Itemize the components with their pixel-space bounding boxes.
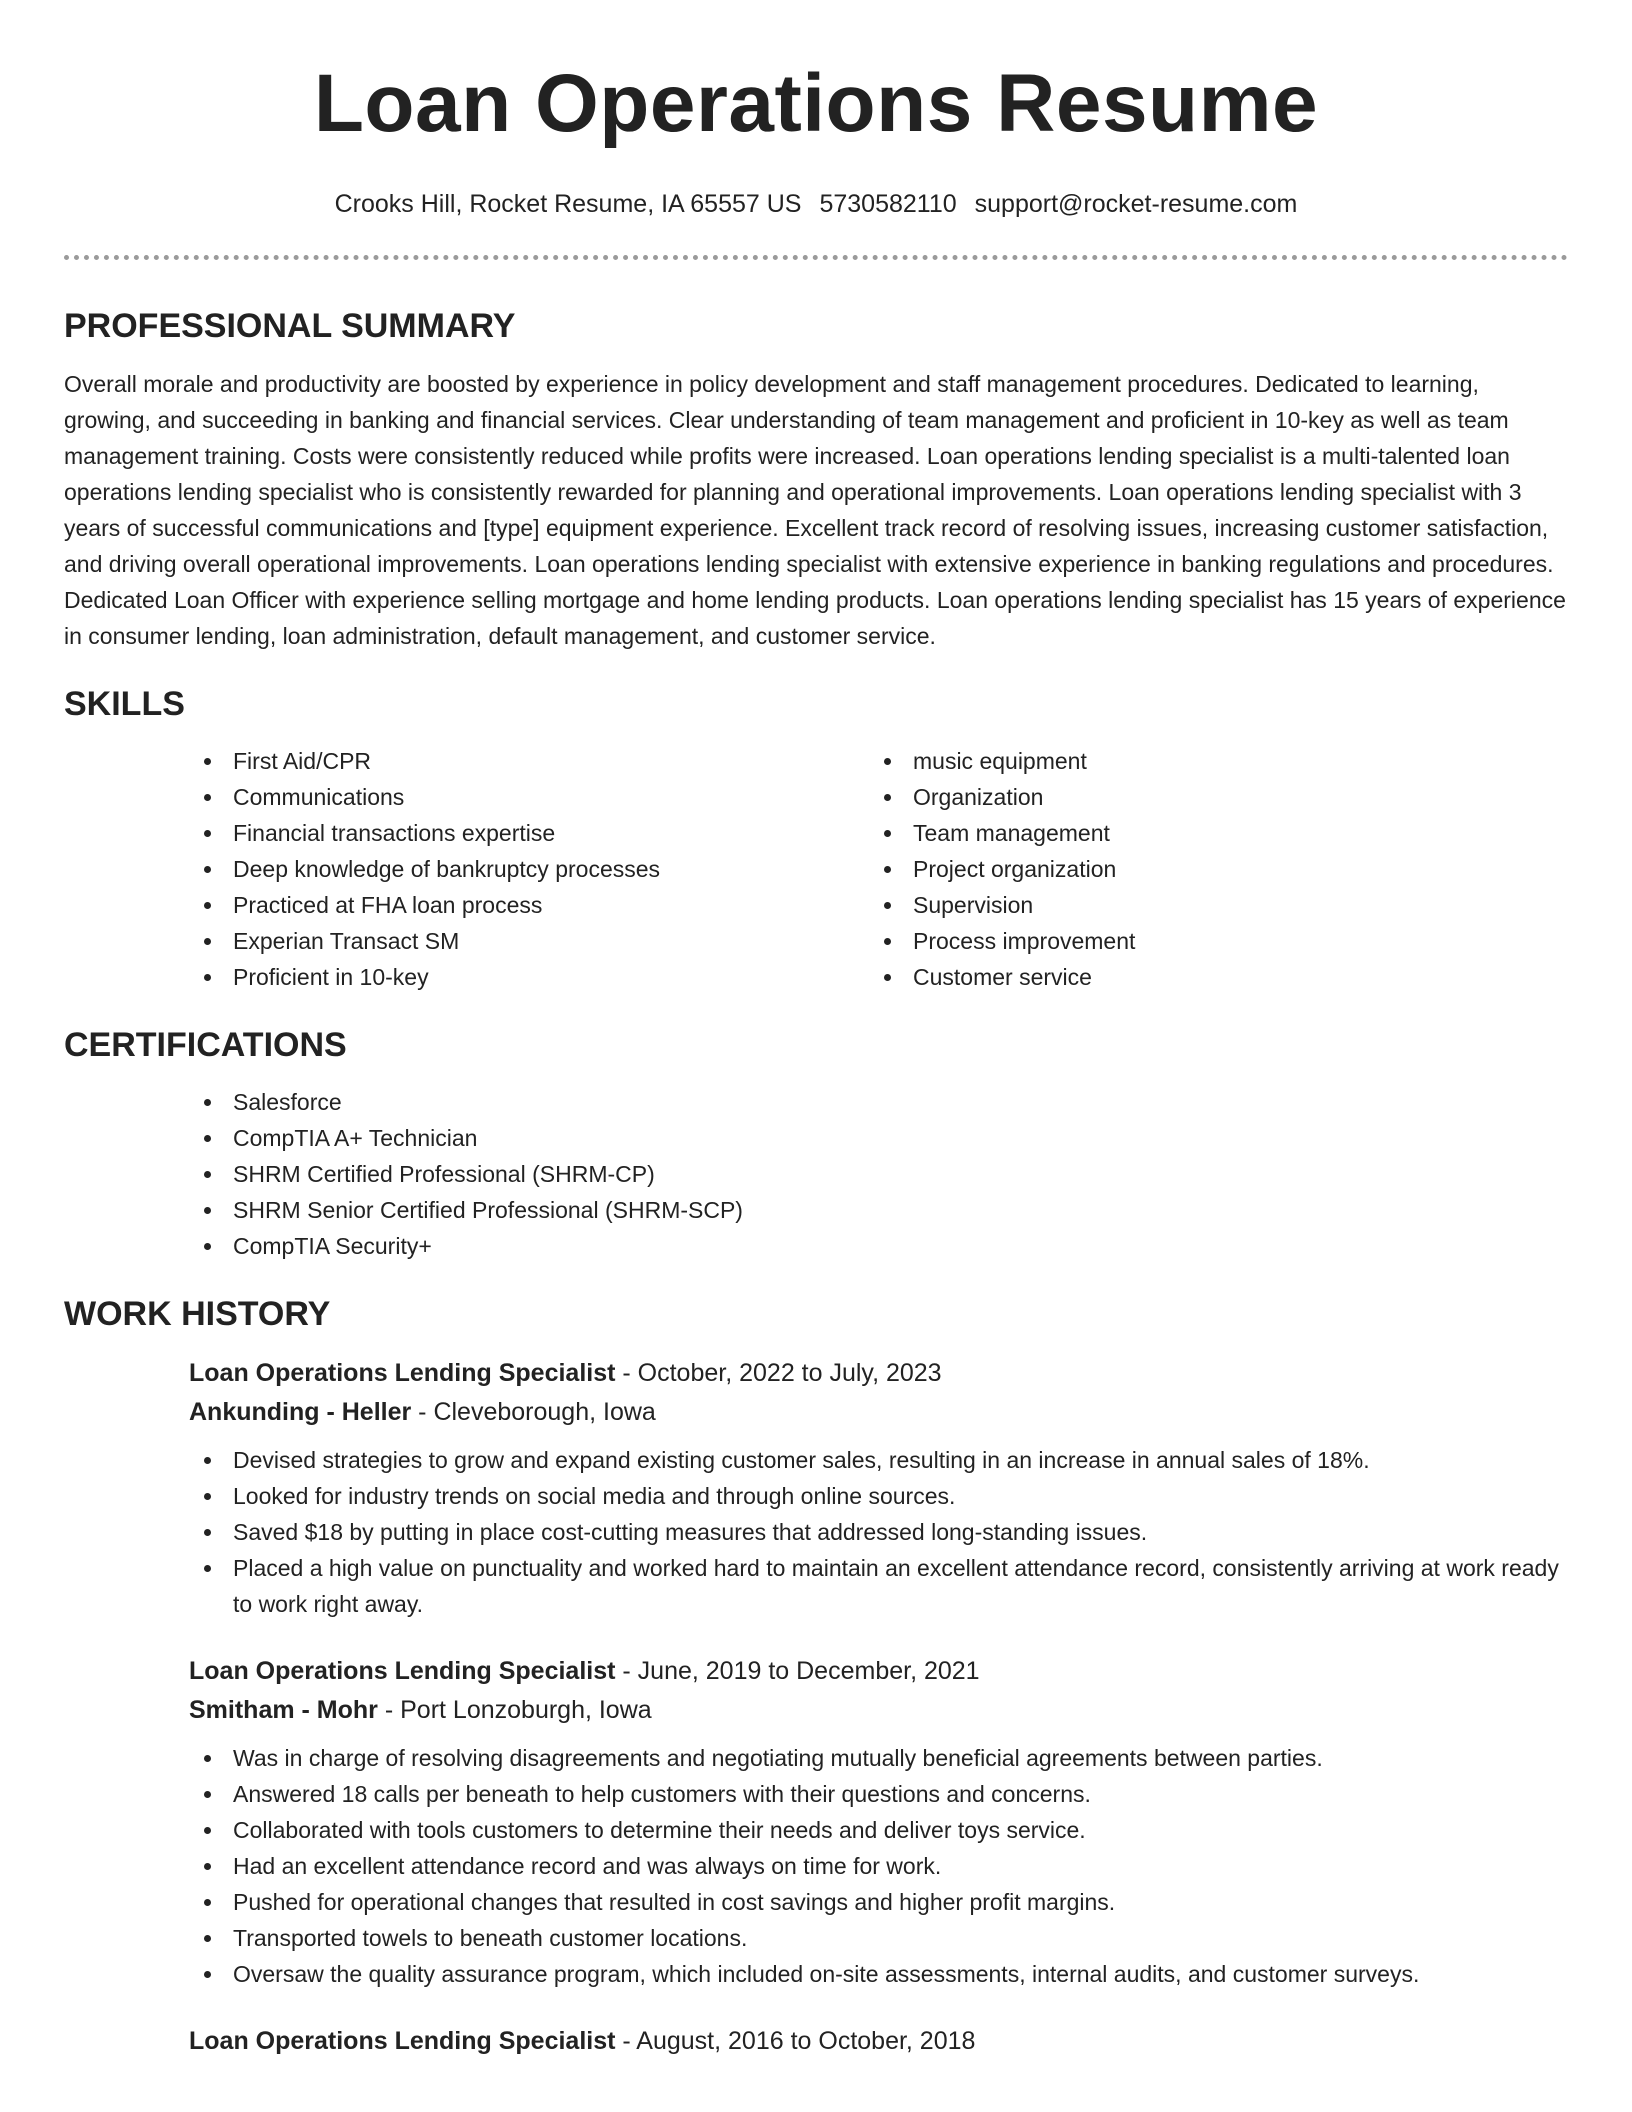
summary-heading: PROFESSIONAL SUMMARY <box>64 307 516 345</box>
job-dates: - June, 2019 to December, 2021 <box>615 1657 980 1685</box>
skills-list-left <box>189 743 869 995</box>
skill-item: Communications <box>189 779 869 815</box>
job-company-line <box>189 1691 1568 1730</box>
job-bullet: Devised strategies to grow and expand existing customer sales, resulting in an increase in annual sales of 18%. <box>189 1442 1568 1478</box>
certification-item: SHRM Certified Professional (SHRM-CP) <box>189 1156 1568 1192</box>
skill-item: Experian Transact SM <box>189 923 869 959</box>
job-bullet: Transported towels to beneath customer locations. <box>189 1920 1568 1956</box>
certification-item: SHRM Senior Certified Professional (SHRM-SCP) <box>189 1192 1568 1228</box>
job-title: Loan Operations Lending Specialist <box>189 1657 616 1685</box>
job-bullets <box>189 1442 1568 1622</box>
certification-item: CompTIA Security+ <box>189 1228 1568 1264</box>
summary-text: Overall morale and productivity are boosted by experience in policy development and staff management procedures. Dedicated to learning, growing, and succeeding in banking and financial services. Clear understanding of team management and proficient in 10-key as well as team management training. Costs were consistently reduced while profits were increased. Loan operations lending specialist is a multi-talented loan operations lending specialist who is consistently rewarded for planning and operational improvements. Loan operations lending specialist with 3 years of successful communications and [type] equipment experience. Excellent track record of resolving issues, increasing customer satisfaction, and driving overall operational improvements. Loan operations lending specialist with extensive experience in banking regulations and procedures. Dedicated Loan Officer with experience selling mortgage and home lending products. Loan operations lending specialist has 15 years of experience in consumer lending, loan administration, default management, and customer service. <box>64 371 1566 649</box>
skill-item: Supervision <box>869 887 1549 923</box>
job-bullet: Placed a high value on punctuality and worked hard to maintain an excellent attendance record, consistently arriving at work ready to work right away. <box>189 1550 1568 1622</box>
certification-item: CompTIA A+ Technician <box>189 1120 1568 1156</box>
skill-item: music equipment <box>869 743 1549 779</box>
skill-item: Financial transactions expertise <box>189 815 869 851</box>
resume-page <box>64 0 1568 2083</box>
skills-columns <box>189 743 1568 995</box>
skill-item: Proficient in 10-key <box>189 959 869 995</box>
skill-item: Process improvement <box>869 923 1549 959</box>
job-bullet: Pushed for operational changes that resulted in cost savings and higher profit margins. <box>189 1884 1568 1920</box>
contact-email: support@rocket-resume.com <box>974 190 1298 218</box>
job-bullet: Looked for industry trends on social media and through online sources. <box>189 1478 1568 1514</box>
job-location: - Port Lonzoburgh, Iowa <box>377 1696 652 1724</box>
job-entry <box>189 1652 1568 1992</box>
job-title: Loan Operations Lending Specialist <box>189 2027 616 2055</box>
work-history-heading: WORK HISTORY <box>64 1295 331 1333</box>
certifications-heading: CERTIFICATIONS <box>64 1026 347 1064</box>
job-dates: - October, 2022 to July, 2023 <box>615 1359 942 1387</box>
job-bullet: Oversaw the quality assurance program, which included on-site assessments, internal audits, and customer surveys. <box>189 1956 1568 1992</box>
job-location: - Cleveborough, Iowa <box>411 1398 656 1426</box>
header-divider <box>64 255 1568 260</box>
job-entry <box>189 2022 1568 2061</box>
job-company: Ankunding - Heller <box>189 1398 412 1426</box>
skill-item: Deep knowledge of bankruptcy processes <box>189 851 869 887</box>
job-title: Loan Operations Lending Specialist <box>189 1359 616 1387</box>
skill-item: Project organization <box>869 851 1549 887</box>
skill-item: Team management <box>869 815 1549 851</box>
job-bullet: Saved $18 by putting in place cost-cutting measures that addressed long-standing issues. <box>189 1514 1568 1550</box>
job-entry <box>189 1354 1568 1622</box>
job-bullet: Collaborated with tools customers to determine their needs and deliver toys service. <box>189 1812 1568 1848</box>
contact-line <box>64 188 1568 220</box>
contact-address: Crooks Hill, Rocket Resume, IA 65557 US <box>334 190 802 218</box>
skill-item: Customer service <box>869 959 1549 995</box>
skill-item: Practiced at FHA loan process <box>189 887 869 923</box>
skill-item: Organization <box>869 779 1549 815</box>
certification-item: Salesforce <box>189 1084 1568 1120</box>
work-history-list <box>189 1354 1568 2061</box>
skills-list-right <box>869 743 1549 995</box>
job-bullet: Was in charge of resolving disagreements and negotiating mutually beneficial agreements between parties. <box>189 1740 1568 1776</box>
job-title-line <box>189 1652 1568 1691</box>
job-dates: - August, 2016 to October, 2018 <box>615 2027 976 2055</box>
job-title-line <box>189 2022 1568 2061</box>
skills-heading: SKILLS <box>64 685 185 723</box>
page-title: Loan Operations Resume <box>313 58 1319 149</box>
contact-phone: 5730582110 <box>819 190 957 218</box>
skill-item: First Aid/CPR <box>189 743 869 779</box>
job-bullet: Had an excellent attendance record and was always on time for work. <box>189 1848 1568 1884</box>
job-title-line <box>189 1354 1568 1393</box>
job-company-line <box>189 1393 1568 1432</box>
job-bullets <box>189 1740 1568 1992</box>
job-bullet: Answered 18 calls per beneath to help customers with their questions and concerns. <box>189 1776 1568 1812</box>
job-company: Smitham - Mohr <box>189 1696 378 1724</box>
certifications-list <box>189 1084 1568 1264</box>
